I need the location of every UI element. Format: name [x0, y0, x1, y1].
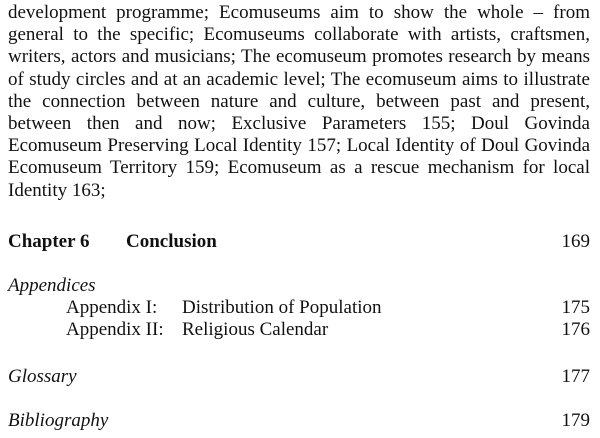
chapter-number: Chapter 6 [8, 231, 90, 252]
appendices-heading-label: Appendices [8, 275, 96, 296]
appendices-heading [8, 275, 590, 297]
toc-entry-appendix-1 [8, 297, 590, 319]
appendix-page-number: 176 [561, 319, 590, 340]
toc-entry-chapter-6 [8, 231, 590, 253]
appendix-title: Religious Calendar [182, 319, 329, 340]
appendix-page-number: 175 [561, 297, 590, 318]
appendix-title: Distribution of Population [182, 297, 382, 318]
chapter-page-number: 169 [561, 231, 590, 252]
bibliography-page-number: 179 [561, 410, 590, 431]
chapter-title: Conclusion [126, 231, 217, 252]
toc-entry-glossary [8, 366, 590, 388]
appendix-label: Appendix I: [66, 297, 158, 318]
glossary-page-number: 177 [561, 366, 590, 387]
toc-entry-bibliography [8, 410, 590, 432]
toc-entry-appendix-2 [8, 319, 590, 341]
appendix-label: Appendix II: [66, 319, 164, 340]
toc-continuation-paragraph: development programme; Ecomuseums aim to show the whole – from general to the specific; Ecomuseums collaborate with artists, craftsmen, writers, actors and musicians; The ecomuseum promotes research by means of study circles and at an academic level; The ecomuseum aims to illustrate the connection between nature and culture, between past and present, between then and now; Exclusive Parameters 155; Doul Govinda Ecomuseum Preserving Local Identity 157; Local Identity of Doul Govinda Ecomuseum Territory 159; Ecomuseum as a rescue mechanism for local Identity 163; [8, 2, 590, 201]
glossary-title: Glossary [8, 366, 77, 387]
bibliography-title: Bibliography [8, 410, 109, 431]
